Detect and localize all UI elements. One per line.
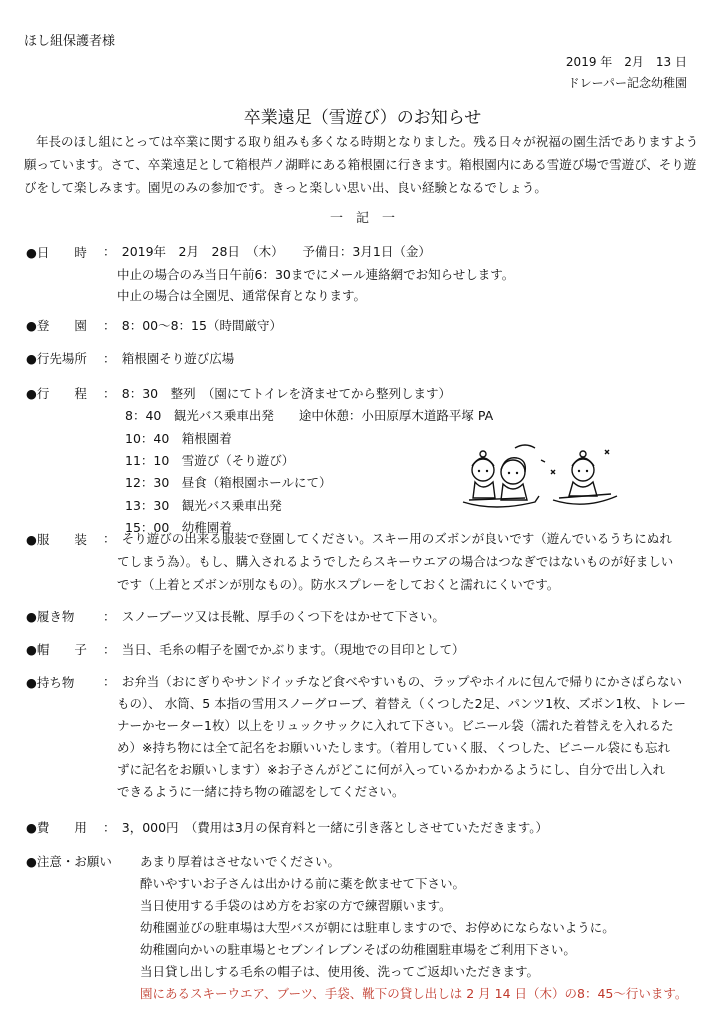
notes-line-5: 幼稚園向かいの駐車場とセブンイレブンそばの幼稚園駐車場をご利用下さい。 — [140, 942, 576, 957]
label-belongings: ●持ち物 — [26, 675, 75, 690]
belongings-line-6: できるように一緒に持ち物の確認をしてください。 — [117, 784, 405, 799]
schedule-item-4: 11：10 雪遊び（そり遊び） — [125, 453, 295, 468]
destination-text: ： 箱根園そり遊び広場 — [103, 351, 235, 366]
schedule-item-3: 10：40 箱根園着 — [125, 431, 232, 446]
notes-line-4: 幼稚園並びの駐車場は大型バスが朝には駐車しますので、お停めにならないように。 — [140, 920, 615, 935]
issue-date: 2019 年 2月 13 日 — [565, 55, 687, 69]
hat-text: ： 当日、毛糸の帽子を園でかぶります。（現地での目印として） — [103, 642, 465, 657]
fee-text: ： 3，000円 （費用は3月の保育料と一緒に引き落としさせていただきます。） — [103, 820, 549, 835]
sender: ドレーパー記念幼稚園 — [567, 76, 687, 90]
label-schedule: ●行 程 — [26, 386, 87, 401]
label-notes: ●注意・お願い — [26, 854, 112, 869]
label-hat: ●帽 子 — [26, 642, 87, 657]
sledding-children-illustration — [455, 440, 625, 520]
addressee: ほし組保護者様 — [24, 34, 116, 49]
belongings-line-2: もの）、 水筒、5 本指の雪用スノーグローブ、着替え（くつした2足、パンツ1枚、ズボン1枚、トレー — [117, 696, 687, 711]
belongings-line-3: ナーかセーター1枚）以上をリュックサックに入れて下さい。ビニール袋（濡れた着替えを入れるた — [117, 718, 674, 733]
notes-line-3: 当日使用する手袋のはめ方をお家の方で練習願います。 — [140, 898, 452, 913]
belongings-line-4: め）※持ち物には全て記名をお願いいたします。（着用していく服、くつした、ビニール袋にも忘れ — [117, 740, 670, 755]
date-line-3: 中止の場合は全園児、通常保育となります。 — [117, 288, 367, 303]
belongings-line-5: ずに記名をお願いします）※お子さんがどこに何が入っているかわかるようにし、自分で出し入れ — [117, 762, 665, 777]
notes-line-1: あまり厚着はさせないでください。 — [140, 854, 341, 869]
schedule-item-1: ： 8：30 整列 （園にてトイレを済ませてから整列します） — [103, 386, 451, 401]
label-arrival: ●登 園 — [26, 318, 87, 333]
footwear-text: ： スノーブーツ又は長靴、厚手のくつ下をはかせて下さい。 — [103, 609, 445, 624]
label-date: ●日 時 — [26, 245, 87, 260]
notes-line-2: 酔いやすいお子さんは出かける前に薬を飲ませて下さい。 — [140, 876, 466, 891]
clothing-line-2: てしまう為）。もし、購入されるようでしたらスキーウエアの場合はつなぎではないものが好ましい — [117, 554, 674, 569]
schedule-item-2: 8：40 観光バス乗車出発 途中休憩：小田原厚木道路平塚 PA — [125, 408, 494, 423]
clothing-line-1: ： そり遊びの出来る服装で登園してください。スキー用のズボンが良いです（遊んでいるうちにぬれ — [103, 531, 672, 546]
date-line-1: ： 2019年 2月 28日 （木） 予備日：3月1日（金） — [103, 244, 431, 259]
notes-highlight: 園にあるスキーウエア、ブーツ、手袋、靴下の貸し出しは 2 月 14 日（木）の8：45～行います。 — [140, 986, 688, 1001]
belongings-line-1: ： お弁当（おにぎりやサンドイッチなど食べやすいもの、ラップやホイルに包んで帰りにかさばらない — [103, 674, 683, 689]
page-title: 卒業遠足（雪遊び）のお知らせ — [243, 108, 482, 128]
clothing-line-3: です（上着とズボンが別なもの）。防水スプレーをしておくと濡れにくいです。 — [117, 577, 560, 592]
label-footwear: ●履き物 — [26, 609, 75, 624]
ki-heading: 一 記 一 — [329, 211, 395, 226]
schedule-item-7: 15：00 幼稚園着 — [125, 520, 232, 535]
label-destination: ●行先場所 — [26, 351, 87, 366]
schedule-item-6: 13：30 観光バス乗車出発 — [125, 498, 282, 513]
schedule-item-5: 12：30 昼食（箱根園ホールにて） — [125, 475, 332, 490]
arrival-text: ： 8：00～8：15（時間厳守） — [103, 318, 282, 333]
intro-paragraph: 年長のほし組にとっては卒業に関する取り組みも多くなる時期となりました。残る日々が祝福の園生活でありますよう願っています。さて、卒業遠足として箱根芦ノ湖畔にある箱根園に行きます。箱根園内にある雪遊び場で雪遊び、そり遊びをして楽しみます。園児のみの参加です。きっと楽しい思い出、良い経験となるでしょう。 — [24, 134, 699, 195]
date-line-2: 中止の場合のみ当日午前6：30までにメール連絡網でお知らせします。 — [117, 267, 515, 282]
label-clothing: ●服 装 — [26, 532, 87, 547]
notes-line-6: 当日貸し出しする毛糸の帽子は、使用後、洗ってご返却いただきます。 — [140, 964, 540, 979]
label-fee: ●費 用 — [26, 820, 87, 835]
